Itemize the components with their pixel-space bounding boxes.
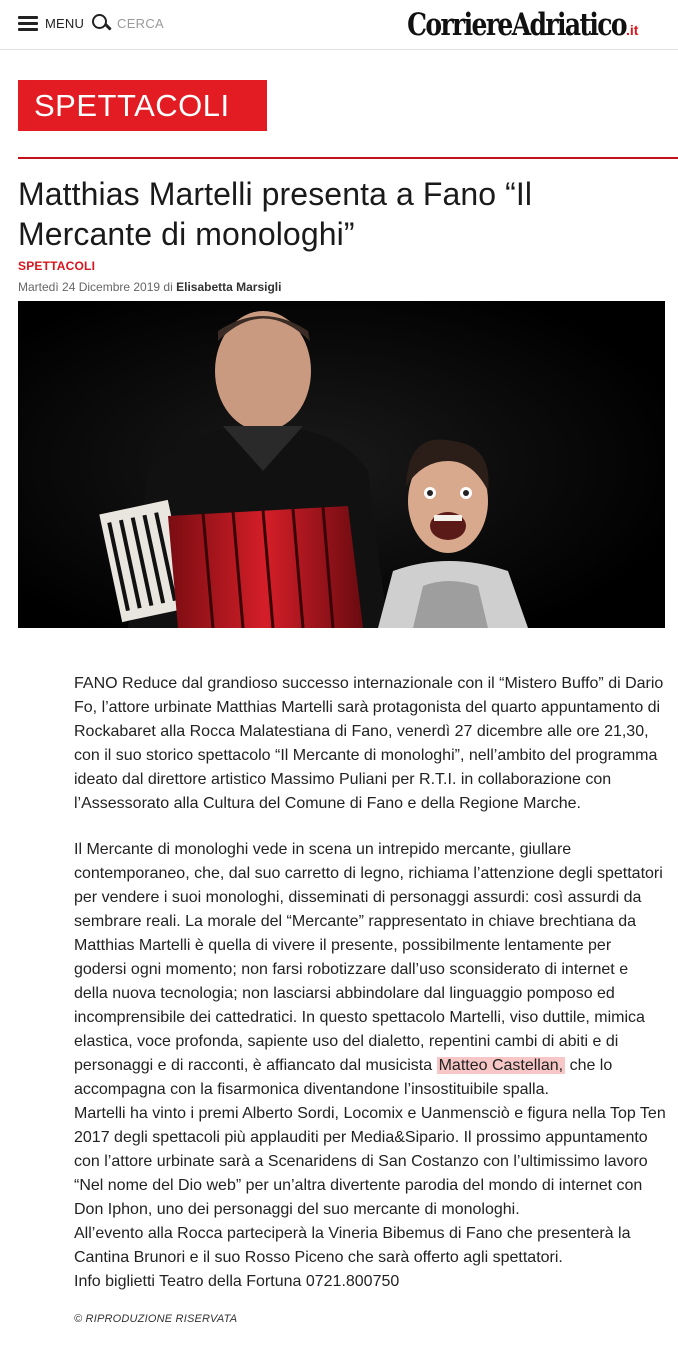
article-paragraph: All’evento alla Rocca parteciperà la Vineria Bibemus di Fano che presenterà la Cantina Brunori e il suo Rosso Piceno che sarà offerto agli spettatori.: [74, 1225, 631, 1266]
menu-button[interactable]: [18, 16, 84, 31]
article-paragraph: FANO Reduce dal grandioso successo internazionale con il “Mistero Buffo” di Dario Fo, l’attore urbinate Matthias Martelli sarà protagonista del quarto appuntamento di Rockabaret alla Rocca Malatestiana di Fano, venerdì 27 dicembre alle ore 21,30, con il suo storico spettacolo “Il Mercante di monologhi”, nell’ambito del programma ideato dal direttore artistico Massimo Puliani per R.T.I. in collaborazione con l’Assessorato alla Cultura del Comune di Fano e della Regione Marche.: [74, 675, 664, 812]
search-input[interactable]: [117, 16, 227, 31]
article-date: Martedì 24 Dicembre 2019: [18, 280, 161, 294]
performers-photo: [18, 301, 665, 628]
paragraph-text: Il Mercante di monologhi vede in scena un intrepido mercante, giullare contemporaneo, che, dal suo carretto di legno, richiama l’attenzione degli spettatori per vendere i suoi monologhi, disseminati di personaggi assurdi: così assurdi da sembrare reali. La morale del “Mercante” rappresentato in chiave brechtiana da Matthias Martelli è quella di vivere il presente, possibilmente lentamente per godersi ogni momento; non farsi robotizzare dall’uso sconsiderato di internet e della nuova tecnologia; non lasciarsi abbindolare dal linguaggio pomposo ed incomprensibile dei cattedratici. In questo spettacolo Martelli, viso duttile, mimica elastica, voce profonda, sapiente uso del dialetto, repentini cambi di abiti e di personaggi e di racconti, è affiancato dal musicista: [74, 841, 663, 1074]
site-header: [0, 0, 678, 50]
hamburger-icon: [18, 16, 38, 31]
section-label[interactable]: SPETTACOLI: [18, 80, 267, 131]
article-body: [74, 672, 666, 1294]
site-logo[interactable]: CorriereAdriatico: [407, 6, 626, 43]
copyright-notice: © RIPRODUZIONE RISERVATA: [74, 1313, 238, 1325]
article-paragraph: Martelli ha vinto i premi Alberto Sordi, Locomix e Uanmensciò e figura nella Top Ten 2017 degli spettacoli più applauditi per Media&Sipario. Il prossimo appuntamento con l’attore urbinate sarà a Scenaridens di San Costanzo con l’ultimissimo lavoro “Nel nome del Dio web” per un’altra divertente parodia del mondo di internet con Don Iphon, uno dei personaggi del suo mercante di monologhi.: [74, 1105, 666, 1218]
article-category[interactable]: SPETTACOLI: [18, 259, 96, 273]
article-photo: [18, 301, 665, 628]
highlighted-name[interactable]: Matteo Castellan,: [438, 1057, 564, 1074]
paragraph-text: che lo accompagna con la fisarmonica diventandone l’insostituibile spalla.: [74, 1057, 613, 1098]
byline-by: di: [163, 280, 173, 294]
search-box[interactable]: [92, 14, 227, 33]
article-paragraph: [74, 838, 666, 1102]
article-paragraph: Info biglietti Teatro della Fortuna 0721.800750: [74, 1273, 400, 1290]
site-logo-suffix[interactable]: .it: [626, 22, 639, 38]
article-author[interactable]: Elisabetta Marsigli: [176, 280, 282, 294]
menu-label: MENU: [45, 16, 85, 31]
section-divider: [18, 157, 678, 159]
article-byline: [18, 280, 281, 294]
search-icon[interactable]: [92, 14, 111, 33]
article-title: Matthias Martelli presenta a Fano “Il Mercante di monologhi”: [18, 176, 533, 252]
